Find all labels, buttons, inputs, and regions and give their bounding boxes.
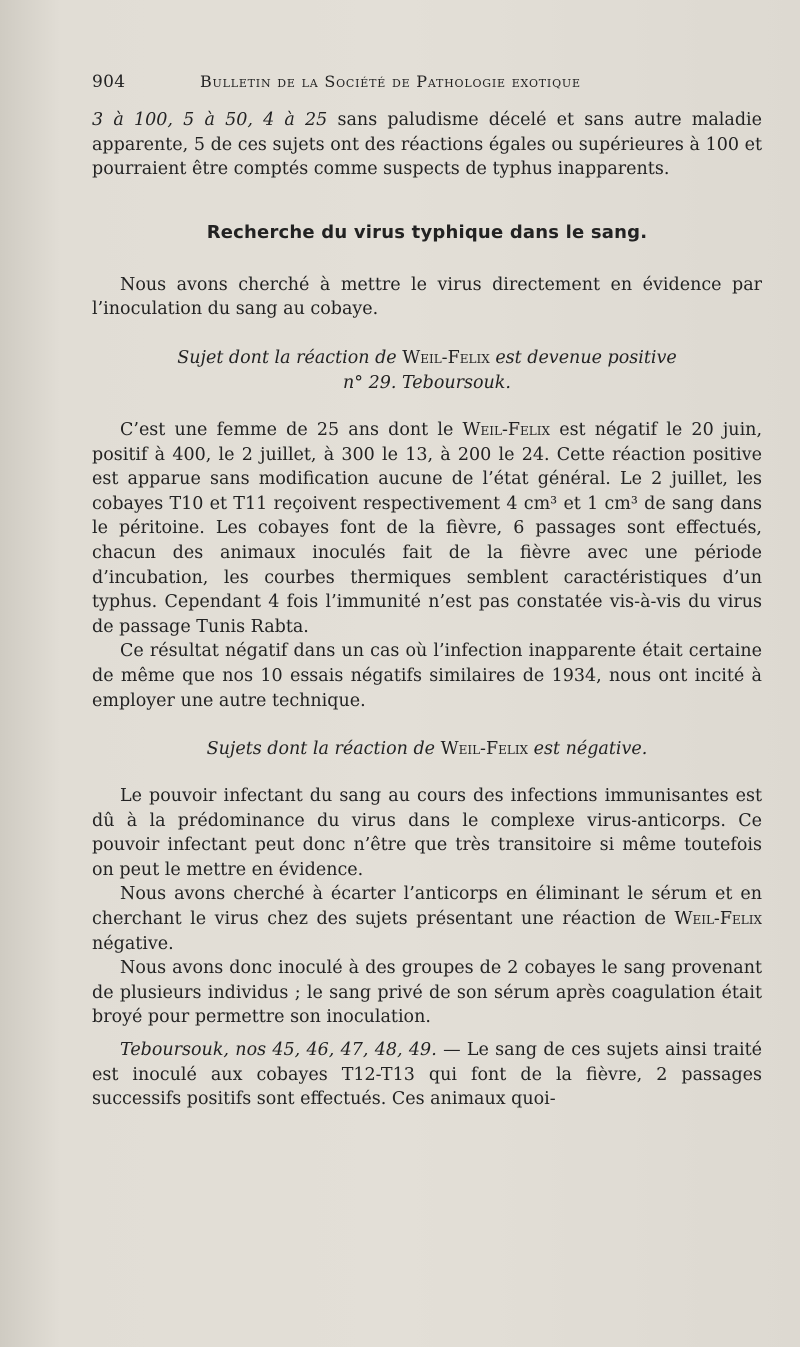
paragraph-method: Nous avons donc inoculé à des groupes de 2 cobayes le sang provenant de plusieurs individus ; le sang privé de son sérum après coagulation était broyé pour permettre son inoculation. xyxy=(92,958,762,1028)
paragraph-negative-result: Ce résultat négatif dans un cas où l’infection inapparente était certaine de même que nos 10 essais négatifs similaires de 1934, nous ont incité à employer une autre technique. xyxy=(92,641,762,711)
page-number: 904 xyxy=(92,72,126,92)
case-reference: Teboursouk, nos 45, 46, 47, 48, 49. xyxy=(120,1040,437,1061)
paragraph-text: sans paludisme décelé et sans autre maladie apparente, 5 de ces sujets ont des réactions égales ou supérieures à 100 et pourraient être comptés comme suspects de typhus inapparents. xyxy=(92,110,762,180)
weil-felix-name: Weil-Felix xyxy=(462,419,551,440)
subheading-line-2: n° 29. Teboursouk. xyxy=(343,372,511,393)
ratio-list: 3 à 100, 5 à 50, 4 à 25 xyxy=(92,110,328,130)
running-head xyxy=(92,72,762,92)
paragraph-continued xyxy=(92,108,762,182)
paragraph-teboursouk: Teboursouk, nos 45, 46, 47, 48, 49. — Le sang de ces sujets ainsi traité est inoculé aux cobayes T12-T13 qui font de la fièvre, 2 passages successifs positifs sont effectués. Ces animaux quoi- xyxy=(92,1040,762,1110)
subheading-line-1: Sujet dont la réaction de Weil-Felix est devenue positive xyxy=(177,347,677,368)
subheading-positive xyxy=(92,346,762,396)
paragraph-infecting-power: Le pouvoir infectant du sang au cours des infections immunisantes est dû à la prédominance du virus dans le complexe virus-anticorps. Ce pouvoir infectant peut donc n’être que très transitoire si même toutefois on peut le mettre en évidence. xyxy=(92,786,762,880)
section-title: Recherche du virus typhique dans le sang. xyxy=(206,221,648,243)
subheading-negative: Sujets dont la réaction de Weil-Felix est négative. xyxy=(206,739,648,760)
weil-felix-name: Weil-Felix xyxy=(440,739,529,760)
weil-felix-name: Weil-Felix xyxy=(674,909,762,930)
journal-title: Bulletin de la Société de Pathologie exotique xyxy=(200,72,581,91)
paragraph-antibody: Nous avons cherché à écarter l’anticorps en éliminant le sérum et en cherchant le virus chez des sujets présentant une réaction de Weil-Felix négative. xyxy=(92,884,762,954)
weil-felix-name: Weil-Felix xyxy=(402,347,490,368)
paragraph-inoculation: Nous avons cherché à mettre le virus directement en évidence par l’inoculation du sang au cobaye. xyxy=(92,274,762,320)
paragraph-case-29: C’est une femme de 25 ans dont le Weil-Felix est négatif le 20 juin, positif à 400, le 2 juillet, à 300 le 13, à 200 le 24. Cette réaction positive est apparue sans modification aucune de l’état général. Le 2 juillet, les cobayes T10 et T11 reçoivent respectivement 4 cm³ et 1 cm³ de sang dans le péritoine. Les cobayes font de la fièvre, 6 passages sont effectués, chacun des animaux inoculés fait de la fièvre avec une période d’incubation, les courbes thermiques semblent caractéristiques d’un typhus. Cependant 4 fois l’immunité n’est pas constatée vis-à-vis du virus de passage Tunis Rabta. xyxy=(92,419,763,637)
